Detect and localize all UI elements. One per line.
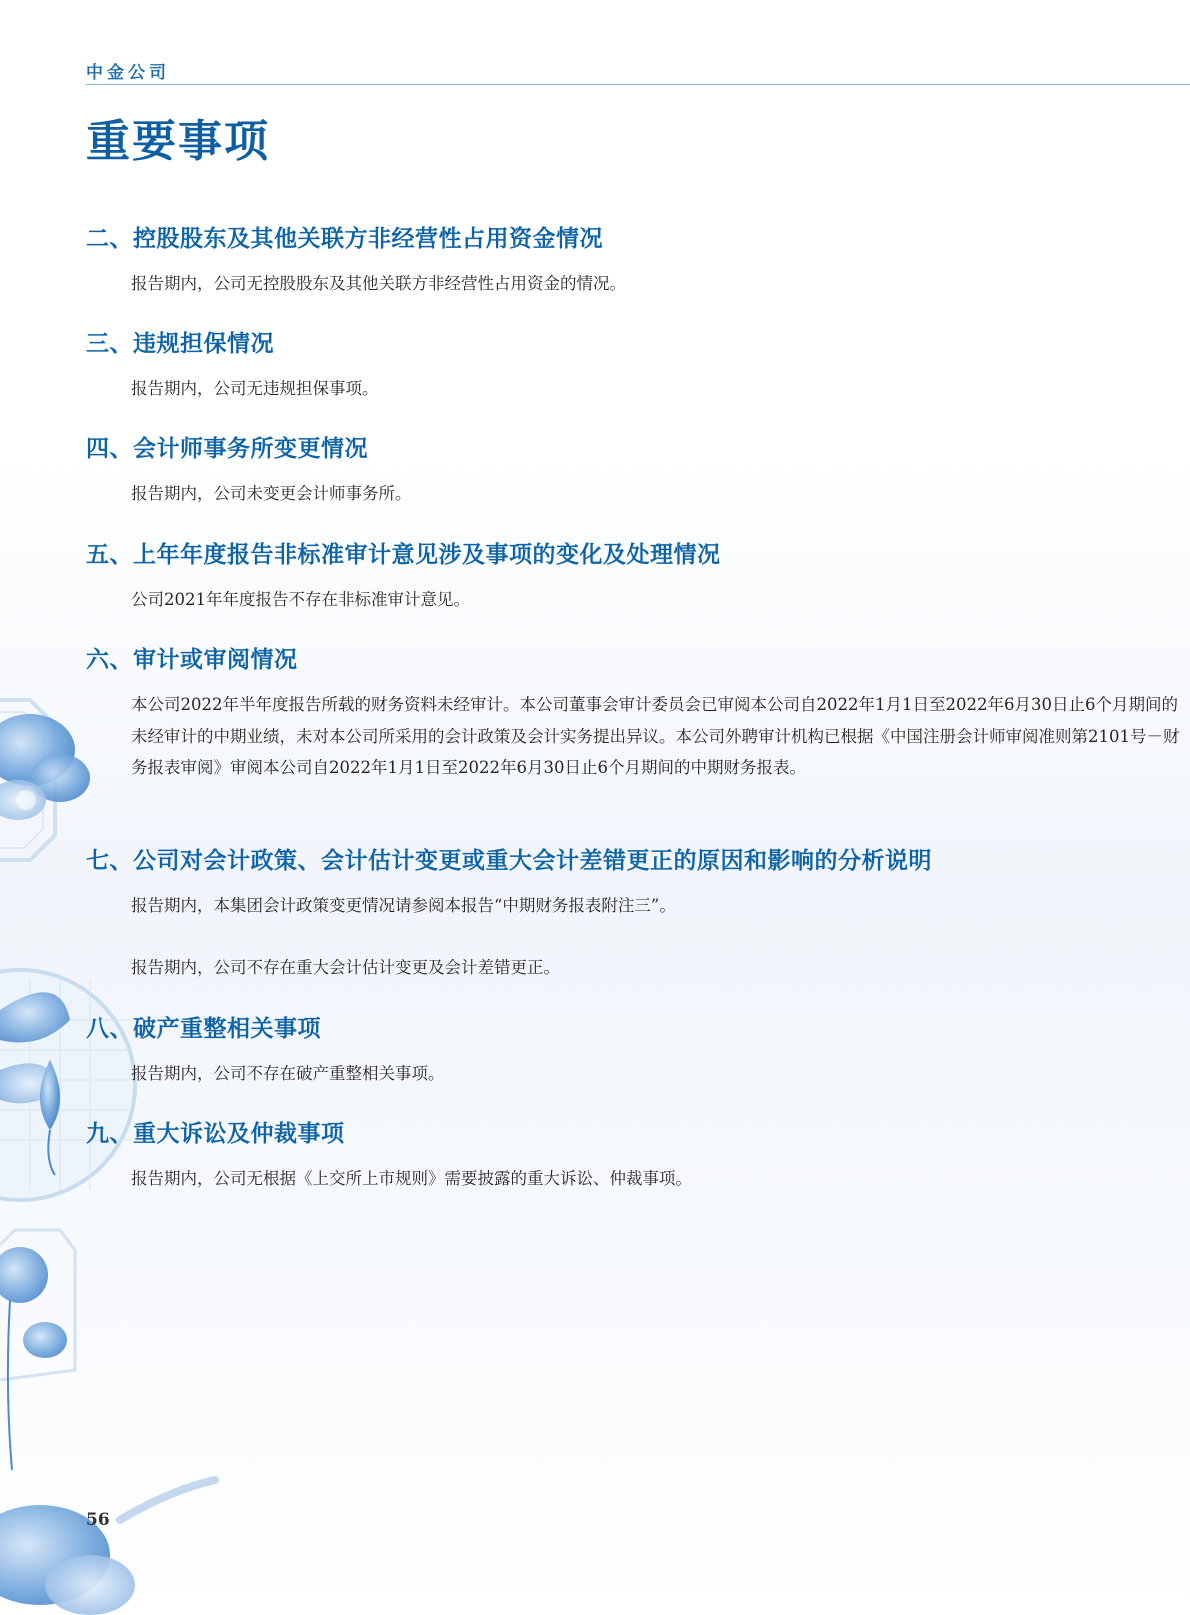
section-auditor-change — [86, 428, 1190, 510]
section-paragraph: 报告期内，公司无违规担保事项。 — [131, 379, 379, 398]
section-paragraph: 报告期内，公司无根据《上交所上市规则》需要披露的重大诉讼、仲裁事项。 — [131, 1169, 692, 1188]
section-heading: 三、违规担保情况 — [86, 330, 274, 357]
section-heading: 六、审计或审阅情况 — [86, 646, 298, 673]
page-title: 重要事项 — [86, 116, 270, 167]
section-heading: 四、会计师事务所变更情况 — [86, 435, 368, 462]
section-heading: 八、破产重整相关事项 — [86, 1015, 321, 1042]
section-bankruptcy-reorganization — [86, 1008, 1190, 1090]
header-divider — [86, 84, 1190, 85]
section-paragraph: 报告期内，公司不存在重大会计估计变更及会计差错更正。 — [131, 957, 560, 977]
section-paragraph: 报告期内，本集团会计政策变更情况请参阅本报告“中期财务报表附注三”。 — [131, 896, 676, 915]
section-audit-or-review — [86, 639, 1190, 784]
section-heading: 九、重大诉讼及仲裁事项 — [86, 1120, 345, 1147]
section-paragraph: 报告期内，公司不存在破产重整相关事项。 — [131, 1064, 445, 1083]
section-paragraph: 本公司2022年半年度报告所载的财务资料未经审计。本公司董事会审计委员会已审阅本公司自2022年1月1日至2022年6月30日止6个月期间的未经审计的中期业绩，未对本公司所采用的会计政策及会计实务提出异议。本公司外聘审计机构已根据《中国注册会计师审阅准则第2101号－财务报表审阅》审阅本公司自2022年1月1日至2022年6月30日止6个月期间的中期财务报表。 — [131, 695, 1180, 777]
section-heading: 二、控股股东及其他关联方非经营性占用资金情况 — [86, 225, 603, 252]
section-paragraph: 公司2021年年度报告不存在非标准审计意见。 — [131, 590, 470, 609]
section-non-standard-audit-opinion — [86, 534, 1190, 616]
section-litigation-arbitration — [86, 1113, 1190, 1195]
section-paragraph: 报告期内，公司无控股股东及其他关联方非经营性占用资金的情况。 — [131, 274, 626, 293]
page-number: 56 — [86, 1510, 110, 1530]
section-heading: 五、上年年度报告非标准审计意见涉及事项的变化及处理情况 — [86, 541, 721, 568]
company-name: 中金公司 — [86, 63, 170, 83]
section-illegal-guarantees — [86, 323, 1190, 405]
section-paragraph: 报告期内，公司未变更会计师事务所。 — [131, 484, 412, 503]
section-accounting-policy-changes — [86, 840, 1190, 983]
section-non-operating-fund-occupation — [86, 218, 1190, 300]
section-heading: 七、公司对会计政策、会计估计变更或重大会计差错更正的原因和影响的分析说明 — [86, 847, 932, 874]
